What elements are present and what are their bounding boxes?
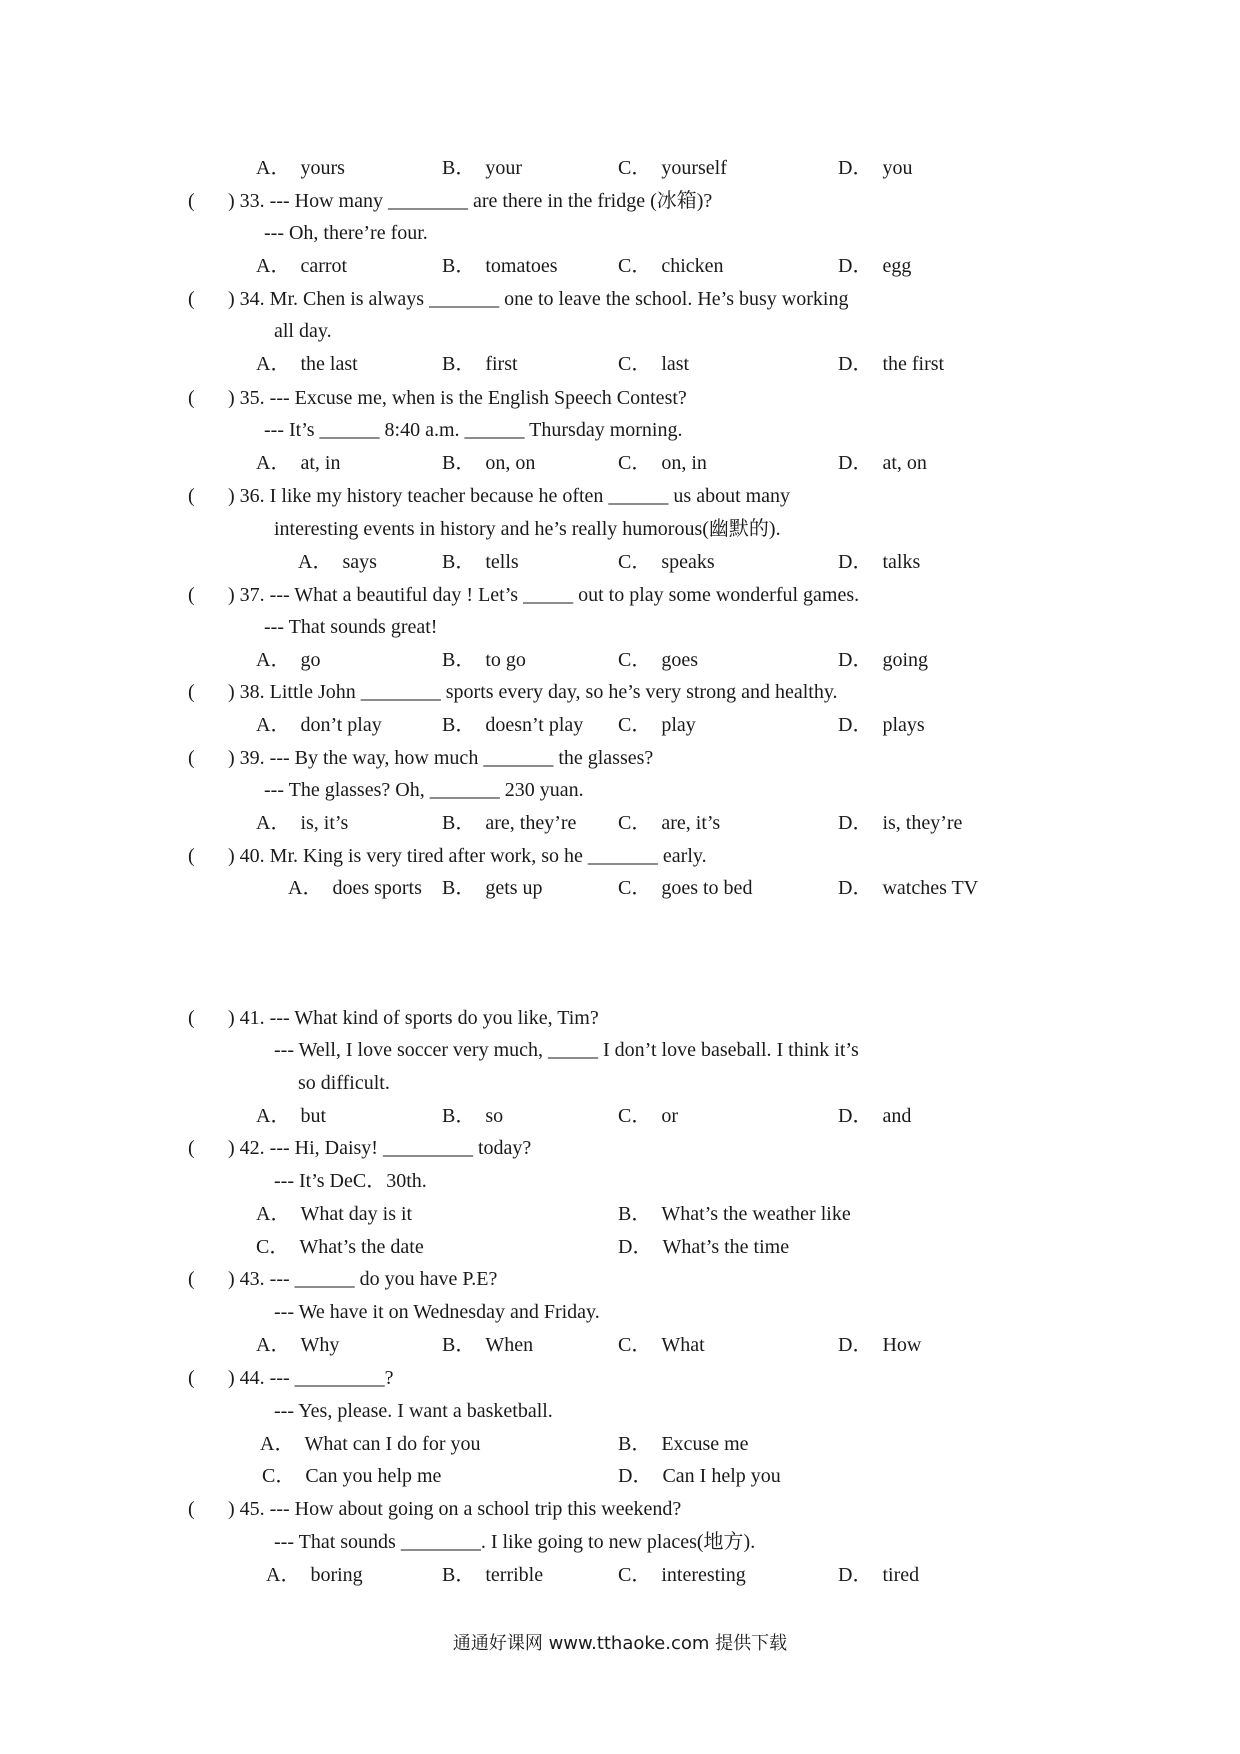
question-text: ) 37. --- What a beautiful day ! Let’s _____ out to play some wonderful games. (228, 584, 860, 606)
option-d: D． tired (838, 1564, 920, 1586)
option-d: D． going (838, 649, 929, 671)
option-b: B． first (442, 353, 518, 375)
option-a: A． boring (266, 1564, 363, 1586)
answer-paren: ( (188, 681, 195, 703)
option-b: B． What’s the weather like (618, 1203, 851, 1225)
question-reply: --- That sounds great! (264, 616, 438, 638)
question-text: ) 35. --- Excuse me, when is the English Speech Contest? (228, 387, 687, 409)
option-d: D． talks (838, 551, 921, 573)
option-d: D． plays (838, 714, 925, 736)
option-a: A． says (298, 551, 377, 573)
option-d: D． How (838, 1334, 922, 1356)
question-text-cont: all day. (274, 320, 332, 342)
option-c: C． on, in (618, 452, 707, 474)
option-a: A． don’t play (256, 714, 382, 736)
option-c: C． goes (618, 649, 699, 671)
answer-paren: ( (188, 1268, 195, 1290)
option-c: C． interesting (618, 1564, 746, 1586)
option-c: C． play (618, 714, 696, 736)
question-reply: --- The glasses? Oh, _______ 230 yuan. (264, 779, 584, 801)
answer-paren: ( (188, 288, 195, 310)
option-b: B． on, on (442, 452, 536, 474)
answer-paren: ( (188, 584, 195, 606)
option-d: D． is, they’re (838, 812, 963, 834)
option-b: B． tomatoes (442, 255, 558, 277)
answer-paren: ( (188, 845, 195, 867)
question-reply-cont: so difficult. (298, 1072, 390, 1094)
option-b: B． your (442, 157, 523, 179)
option-a: A． the last (256, 353, 358, 375)
question-text: ) 45. --- How about going on a school trip this weekend? (228, 1498, 682, 1520)
question-text: ) 39. --- By the way, how much _______ the glasses? (228, 747, 654, 769)
option-c: C． What’s the date (256, 1236, 424, 1258)
question-text: ) 44. --- _________? (228, 1367, 394, 1389)
option-d: D． at, on (838, 452, 927, 474)
option-d: D． What’s the time (618, 1236, 790, 1258)
option-c: C． What (618, 1334, 705, 1356)
question-text-cont: interesting events in history and he’s really humorous(幽默的). (274, 518, 781, 540)
answer-paren: ( (188, 1498, 195, 1520)
option-d: D． you (838, 157, 913, 179)
question-reply: --- Oh, there’re four. (264, 222, 428, 244)
option-b: B． tells (442, 551, 519, 573)
option-c: C． Can you help me (262, 1465, 442, 1487)
answer-paren: ( (188, 387, 195, 409)
question-reply: --- It’s DeC．30th. (274, 1170, 427, 1192)
question-text: ) 42. --- Hi, Daisy! _________ today? (228, 1137, 532, 1159)
question-text: ) 41. --- What kind of sports do you like, Tim? (228, 1007, 599, 1029)
answer-paren: ( (188, 1367, 195, 1389)
answer-paren: ( (188, 1007, 195, 1029)
question-text: ) 43. --- ______ do you have P.E? (228, 1268, 498, 1290)
option-b: B． to go (442, 649, 526, 671)
option-b: B． When (442, 1334, 534, 1356)
option-a: A． is, it’s (256, 812, 349, 834)
question-text: ) 36. I like my history teacher because he often ______ us about many (228, 485, 791, 507)
question-text: ) 38. Little John ________ sports every day, so he’s very strong and healthy. (228, 681, 838, 703)
page-footer: 通通好课网 www.tthaoke.com 提供下载 (452, 1633, 788, 1654)
question-text: ) 40. Mr. King is very tired after work, so he _______ early. (228, 845, 707, 867)
option-b: B． Excuse me (618, 1433, 749, 1455)
question-reply: --- Yes, please. I want a basketball. (274, 1400, 553, 1422)
option-a: A． yours (256, 157, 345, 179)
option-a: A． What day is it (256, 1203, 413, 1225)
option-c: C． chicken (618, 255, 724, 277)
option-c: C． are, it’s (618, 812, 721, 834)
option-d: D． watches TV (838, 877, 979, 899)
question-text: ) 33. --- How many ________ are there in the fridge (冰箱)? (228, 190, 713, 212)
question-reply: --- We have it on Wednesday and Friday. (274, 1301, 600, 1323)
option-a: A． does sports (288, 877, 422, 899)
option-a: A． but (256, 1105, 327, 1127)
option-c: C． or (618, 1105, 679, 1127)
option-b: B． terrible (442, 1564, 544, 1586)
option-a: A． What can I do for you (260, 1433, 481, 1455)
option-a: A． at, in (256, 452, 341, 474)
answer-paren: ( (188, 190, 195, 212)
option-d: D． and (838, 1105, 912, 1127)
option-a: A． carrot (256, 255, 348, 277)
option-b: B． gets up (442, 877, 543, 899)
question-reply: --- Well, I love soccer very much, _____ I don’t love baseball. I think it’s (274, 1039, 859, 1061)
question-reply: --- That sounds ________. I like going to new places(地方). (274, 1531, 756, 1553)
option-c: C． last (618, 353, 690, 375)
answer-paren: ( (188, 485, 195, 507)
option-a: A． go (256, 649, 321, 671)
option-b: B． doesn’t play (442, 714, 584, 736)
answer-paren: ( (188, 1137, 195, 1159)
option-b: B． are, they’re (442, 812, 577, 834)
option-d: D． Can I help you (618, 1465, 781, 1487)
option-b: B． so (442, 1105, 504, 1127)
option-a: A． Why (256, 1334, 340, 1356)
option-d: D． egg (838, 255, 912, 277)
option-d: D． the first (838, 353, 945, 375)
option-c: C． yourself (618, 157, 727, 179)
question-reply: --- It’s ______ 8:40 a.m. ______ Thursday morning. (264, 419, 683, 441)
option-c: C． goes to bed (618, 877, 753, 899)
option-c: C． speaks (618, 551, 715, 573)
question-text: ) 34. Mr. Chen is always _______ one to leave the school. He’s busy working (228, 288, 849, 310)
answer-paren: ( (188, 747, 195, 769)
